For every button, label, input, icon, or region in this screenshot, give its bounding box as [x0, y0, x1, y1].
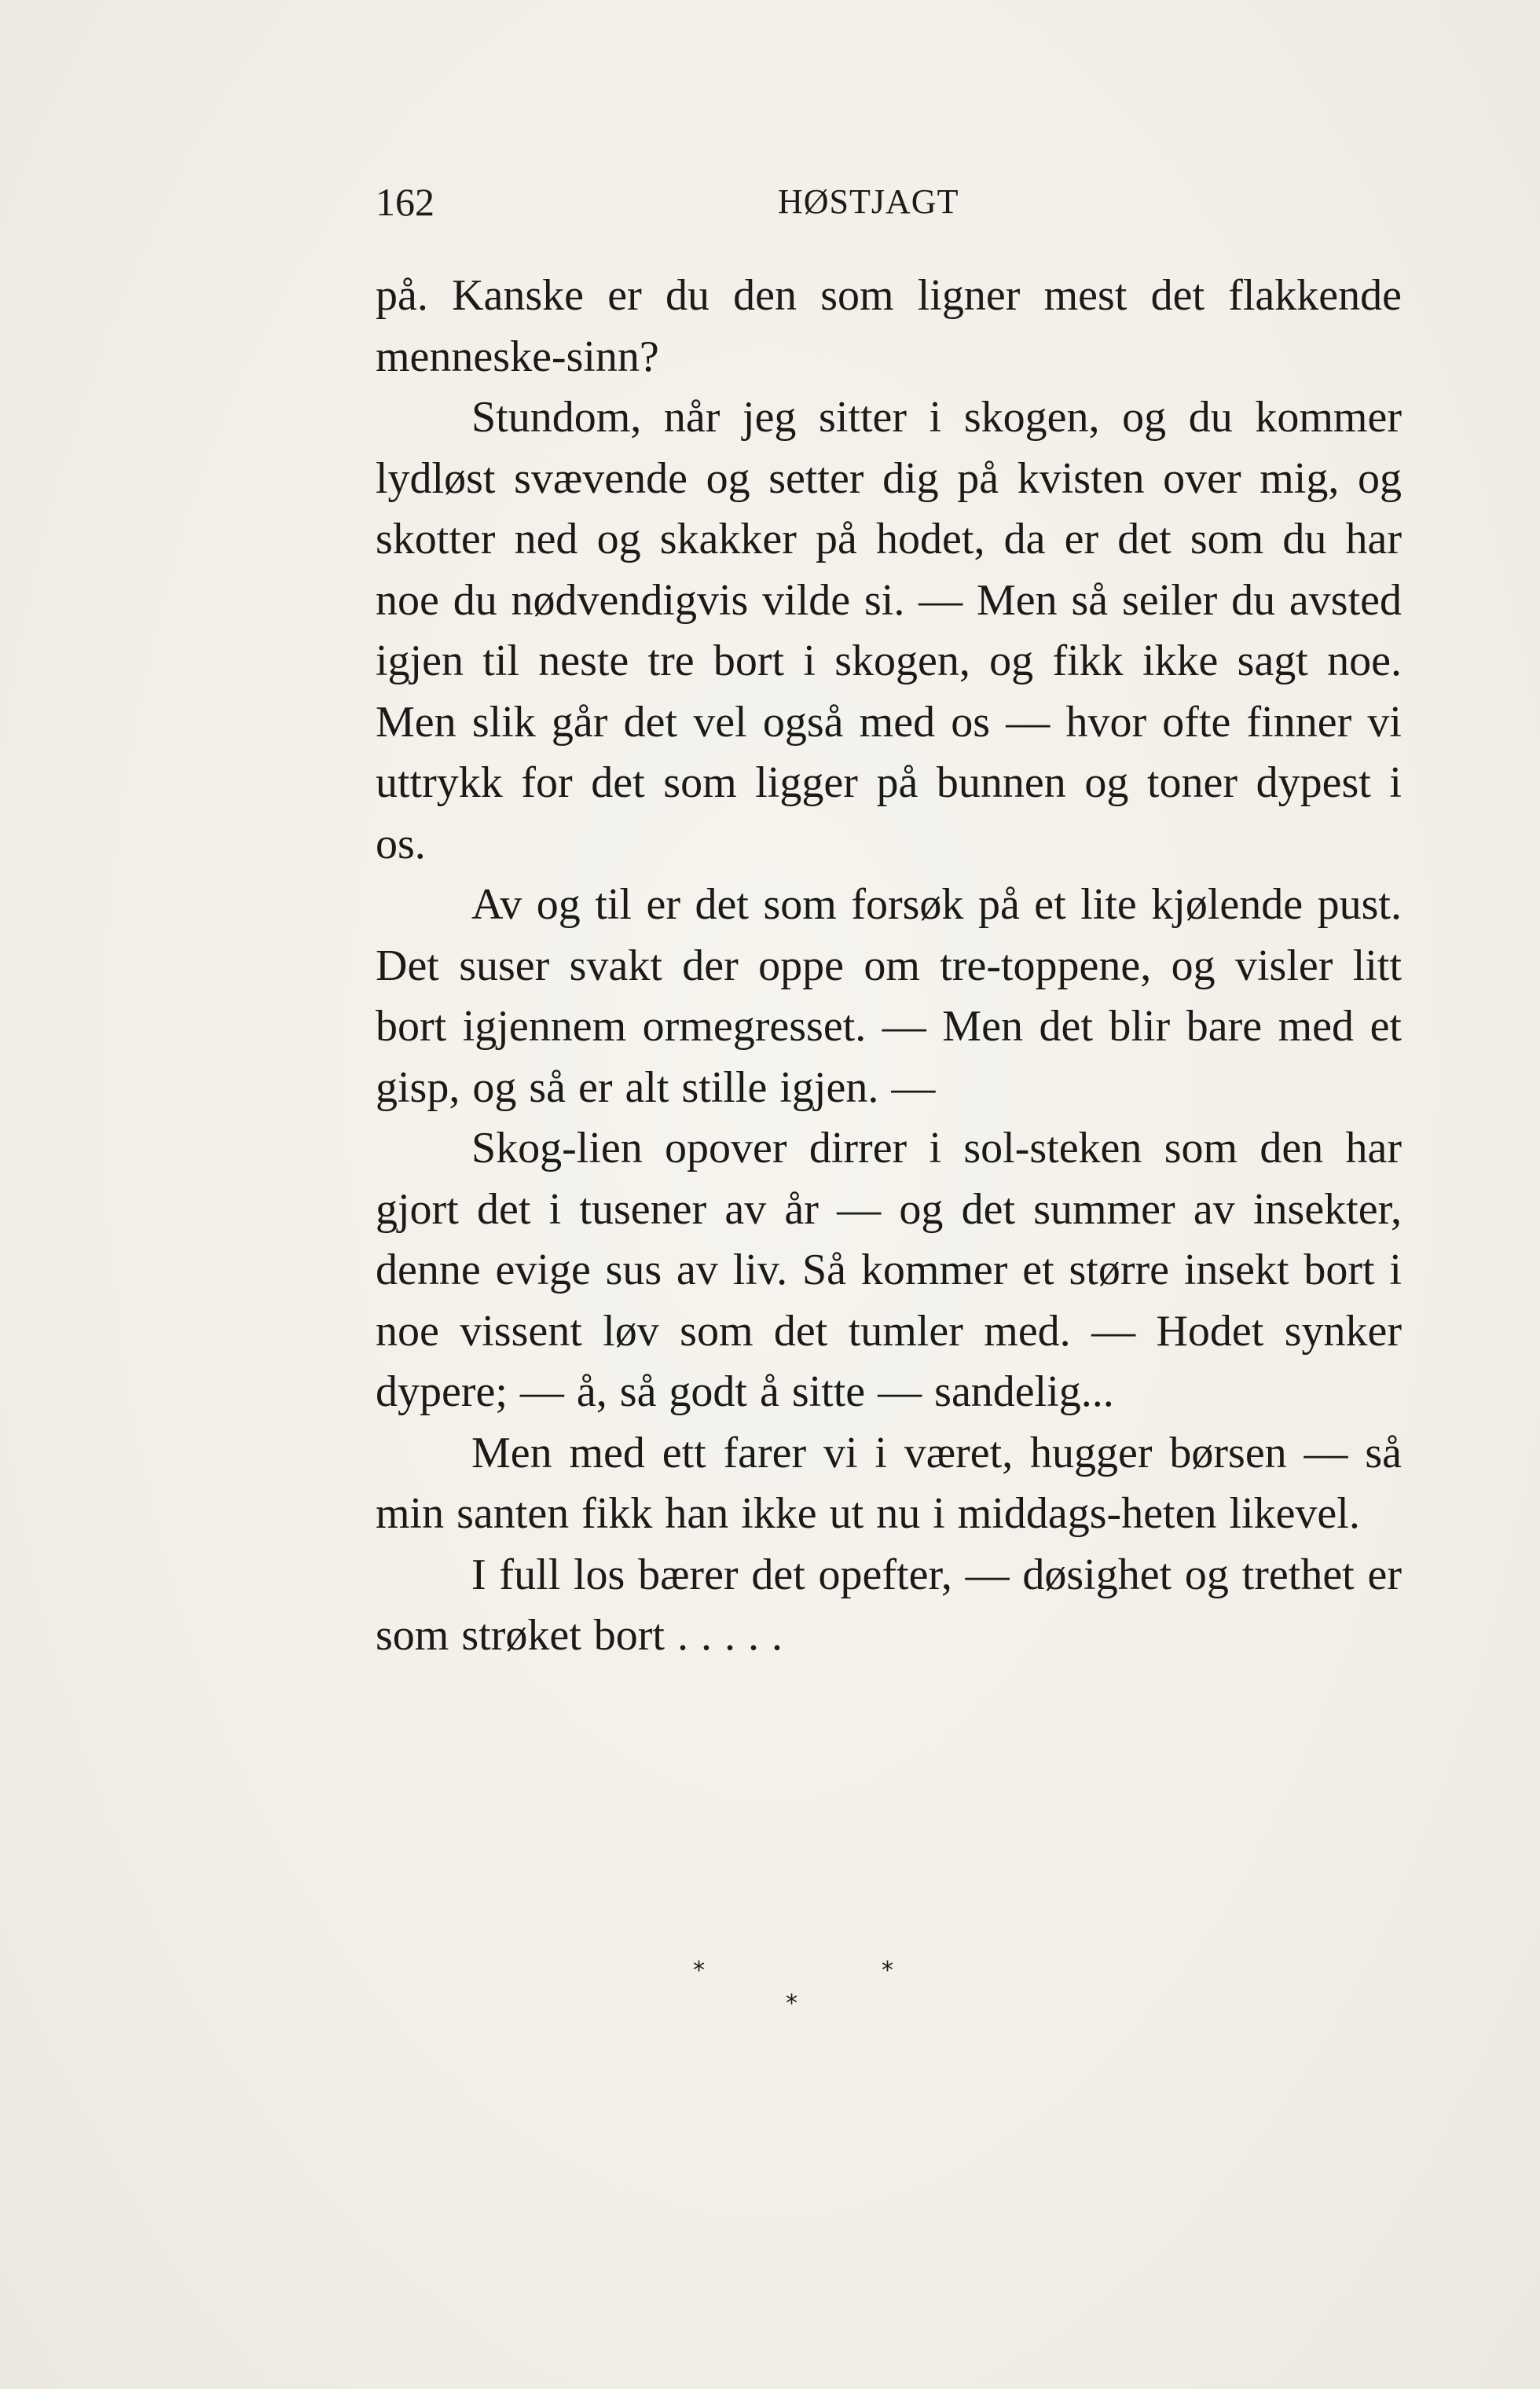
- asterisk: *: [882, 1957, 893, 1984]
- running-title: HØSTJAGT: [778, 182, 959, 221]
- paragraph: Men med ett farer vi i været, hugger børsen — så min santen fikk han ikke ut nu i middags-heten likevel.: [376, 1428, 1402, 1538]
- paragraph: Skog-lien opover dirrer i sol-steken som den har gjort det i tusener av år — og det summer av insekter, denne evige sus av liv. Så kommer et større insekt bort i noe vissent løv som det tumler med. — Hodet synker dypere; — å, så godt å sitte — sandelig...: [376, 1124, 1402, 1416]
- section-break-asterisks: [376, 1957, 1402, 2051]
- paragraph: I full los bærer det opefter, — døsighet og trethet er som strøket bort . . . . .: [376, 1550, 1402, 1660]
- asterisk: *: [786, 1990, 798, 2017]
- page-header: [376, 174, 1193, 229]
- paragraph: Av og til er det som forsøk på et lite kjølende pust. Det suser svakt der oppe om tre-toppene, og visler litt bort igjennem ormegresset. — Men det blir bare med et gisp, og så er alt stille igjen. —: [376, 880, 1402, 1112]
- body-text: [376, 266, 1402, 1667]
- asterisk: *: [693, 1957, 705, 1984]
- paragraph: Stundom, når jeg sitter i skogen, og du kommer lydløst svævende og setter dig på kvisten over mig, og skotter ned og skakker på hodet, da er det som du har noe du nødvendigvis vilde si. — Men så seiler du avsted igjen til neste tre bort i skogen, og fikk ikke sagt noe. Men slik går det vel også med os — hvor ofte finner vi uttrykk for det som ligger på bunnen og toner dypest i os.: [376, 393, 1402, 868]
- page-number: 162: [376, 180, 434, 224]
- paragraph-continued: på. Kanske er du den som ligner mest det flakkende menneske-sinn?: [376, 271, 1402, 381]
